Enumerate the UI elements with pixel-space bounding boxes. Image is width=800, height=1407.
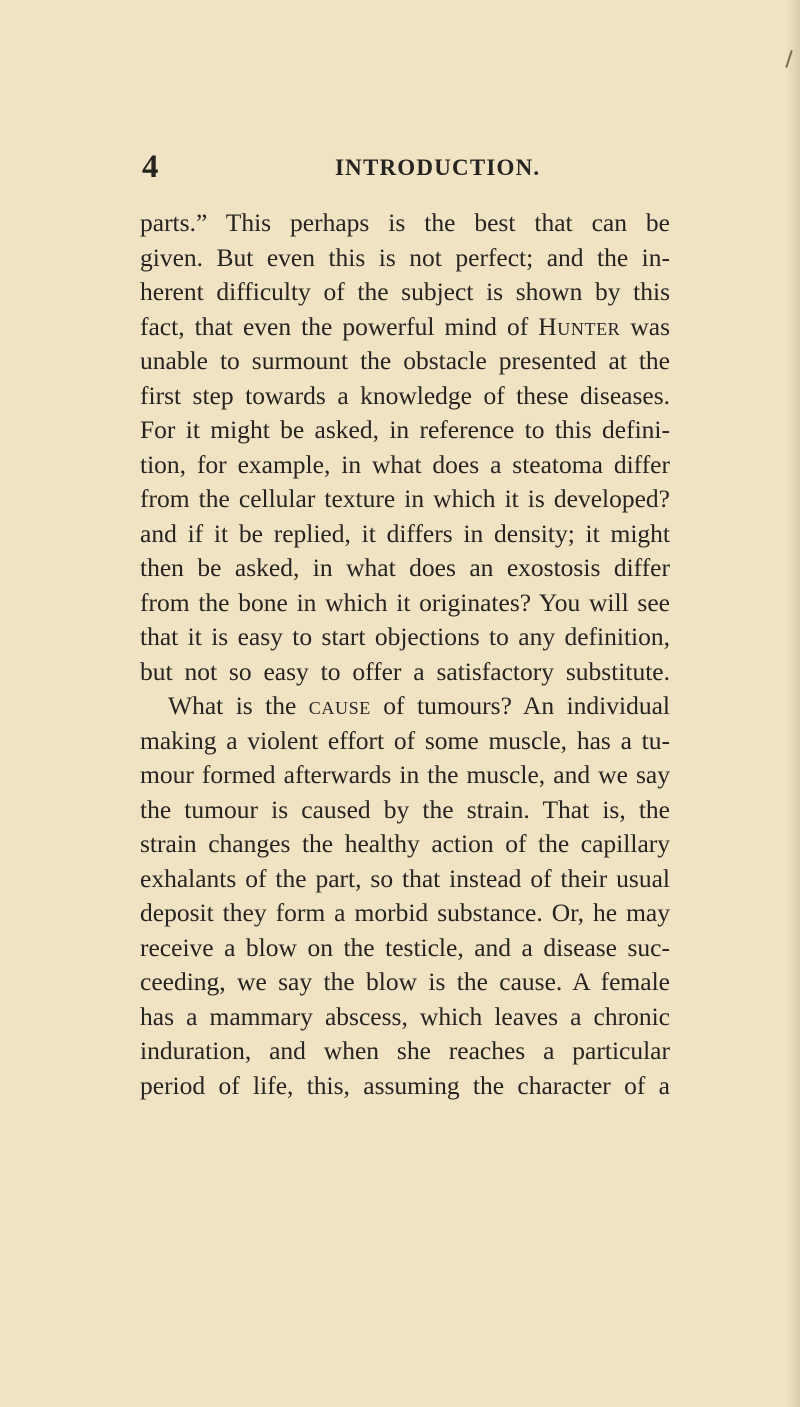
text-line [140,482,670,517]
text-run: What is the [168,691,309,720]
text-line [140,724,670,759]
text-line [140,793,670,828]
text-run: and if it be replied, it differs in density; it might [140,518,670,548]
text-run: For it might be asked, in reference to this defini- [140,415,670,444]
text-line [140,896,670,931]
text-line [140,241,670,276]
page-edge-shadow [786,0,800,1407]
text-line [140,931,670,966]
text-line [140,1034,670,1069]
page-number: 4 [142,149,159,185]
text-line [140,344,670,379]
text-line [140,965,670,1000]
text-run: from the cellular texture in which it is developed? [140,484,670,513]
text-run: parts.” This perhaps is the best that can be [140,208,670,237]
text-run: but not so easy to offer a satisfactory substitute. [140,656,670,686]
text-run: was [620,311,670,341]
text-line [140,517,670,552]
text-line [140,310,670,345]
text-run: first step towards a knowledge of these diseases. [140,380,670,410]
text-line [140,551,670,586]
running-head [142,147,662,187]
text-line [140,689,670,724]
text-run: has a mammary abscess, which leaves a chronic [140,1001,670,1031]
text-run: that it is easy to start objections to any definition, [140,622,670,651]
text-run: making a violent effort of some muscle, has a tu- [140,725,670,755]
text-run: mour formed afterwards in the muscle, and we say [140,760,670,789]
text-run: given. But even this is not perfect; and the in- [140,242,670,272]
text-run: herent difficulty of the subject is shown by this [140,277,670,306]
text-line [140,448,670,483]
text-line [140,1000,670,1035]
text-run: ceeding, we say the blow is the cause. A female [140,967,670,996]
text-line [140,827,670,862]
text-line [140,206,670,241]
text-run: unable to surmount the obstacle presented at the [140,346,670,375]
text-line [140,620,670,655]
text-line [140,586,670,621]
text-run: period of life, this, assuming the character of a [140,1070,670,1100]
text-line [140,379,670,414]
small-caps-text: cause [308,691,371,720]
text-run: receive a blow on the testicle, and a disease suc- [140,932,670,962]
running-title: INTRODUCTION. [335,155,541,180]
small-caps-text: Hunter [538,311,621,341]
text-run: exhalants of the part, so that instead of their usual [140,863,670,893]
text-line [140,758,670,793]
text-run: tion, for example, in what does a steatoma differ [140,449,670,479]
text-run: of tumours? An individual [370,691,670,720]
text-line [140,1069,670,1104]
text-run: induration, and when she reaches a particular [140,1036,670,1065]
text-line [140,862,670,897]
text-run: then be asked, in what does an exostosis differ [140,553,670,582]
text-run: deposit they form a morbid substance. Or, he may [140,898,670,927]
text-run: fact, that even the powerful mind of [140,311,539,341]
body-text [140,206,670,1103]
text-line [140,413,670,448]
text-run: the tumour is caused by the strain. That is, the [140,794,670,824]
text-run: from the bone in which it originates? You will see [140,587,670,617]
text-line [140,275,670,310]
text-line [140,655,670,690]
text-run: strain changes the healthy action of the capillary [140,829,670,858]
